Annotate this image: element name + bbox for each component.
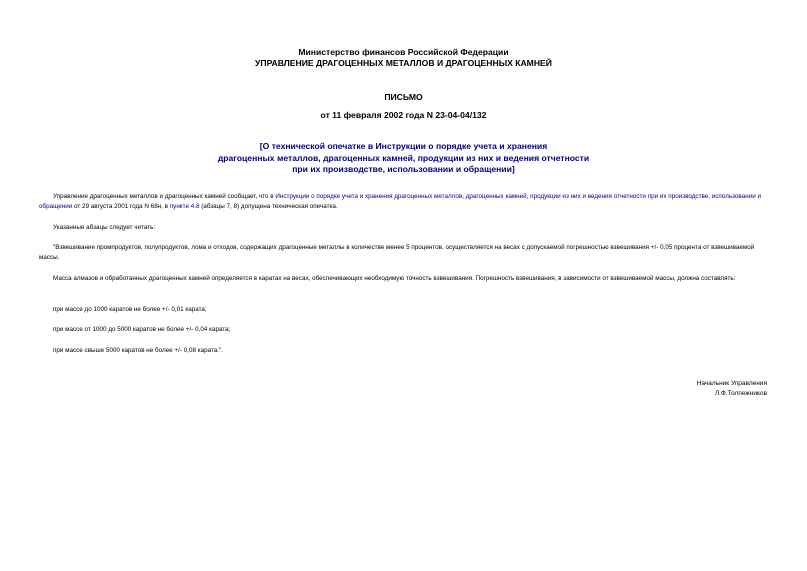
paragraph-4: Масса алмазов и обработанных драгоценных камней определяется в каратах на весах, обеспечивающих необходимую точность взвешивания. Погрешность взвешивания, в зависимости от взвешиваемой массы, должна составлять: — [53, 275, 736, 282]
paragraph-2: Указанные абзацы следует читать: — [53, 224, 156, 231]
department-name: УПРАВЛЕНИЕ ДРАГОЦЕННЫХ МЕТАЛЛОВ И ДРАГОЦЕННЫХ КАМНЕЙ — [255, 58, 552, 68]
paragraph-7: при массе свыше 5000 каратов не более +/- 0,08 карата.". — [53, 347, 224, 354]
document-type: ПИСЬМО — [384, 92, 423, 102]
ministry-name: Министерство финансов Российской Федерации — [298, 47, 509, 57]
document-subject — [0, 141, 807, 176]
document-date-number: от 11 февраля 2002 года N 23-04-04/132 — [320, 110, 487, 120]
paragraph-1: Управление драгоценных металлов и драгоценных камней сообщает, что в Инструкции о порядке учета и хранения драгоценных металлов, драгоценных камней, продукции из них и ведения отчетности при их производстве, использовании и обращении от 29 августа 2001 года N 68н, в пункте 4.8 (абзацы 7, 8) допущена техническая опечатка. — [39, 193, 761, 210]
subject-suffix: ] — [511, 164, 515, 174]
paragraph-3: "Взвешивание промпродуктов, полупродуктов, лома и отходов, содержащих драгоценные металлы в количестве менее 5 процентов, осуществляется на весах с допускаемой погрешностью взвешивания +/- 0,05 процента от взвешиваемой массы. — [39, 244, 755, 261]
paragraph-6: при массе от 1000 до 5000 каратов не более +/- 0,04 карата; — [53, 326, 231, 333]
signature-block — [697, 379, 767, 398]
subject-link-line1[interactable]: Инструкции о порядке учета и хранения — [375, 141, 548, 151]
instruction-link[interactable]: Инструкции о порядке учета и хранения драгоценных металлов, драгоценных камней, продукции из них и ведения отчетности при их производстве, использовании и обращении — [39, 193, 761, 210]
subject-prefix: [О технической опечатке в — [259, 141, 376, 151]
clause-4-8-link[interactable]: пункте 4.8 — [169, 202, 200, 210]
signatory-name: Л.Ф.Толпежников — [714, 389, 767, 397]
subject-link-line3[interactable]: при их производстве, использовании и обращении — [292, 164, 512, 174]
signatory-position: Начальник Управления — [696, 380, 767, 387]
subject-link-line2[interactable]: драгоценных металлов, драгоценных камней, продукции из них и ведения отчетности — [217, 152, 590, 163]
paragraph-5: при массе до 1000 каратов не более +/- 0,01 карата; — [53, 306, 207, 313]
document-header — [0, 47, 807, 69]
